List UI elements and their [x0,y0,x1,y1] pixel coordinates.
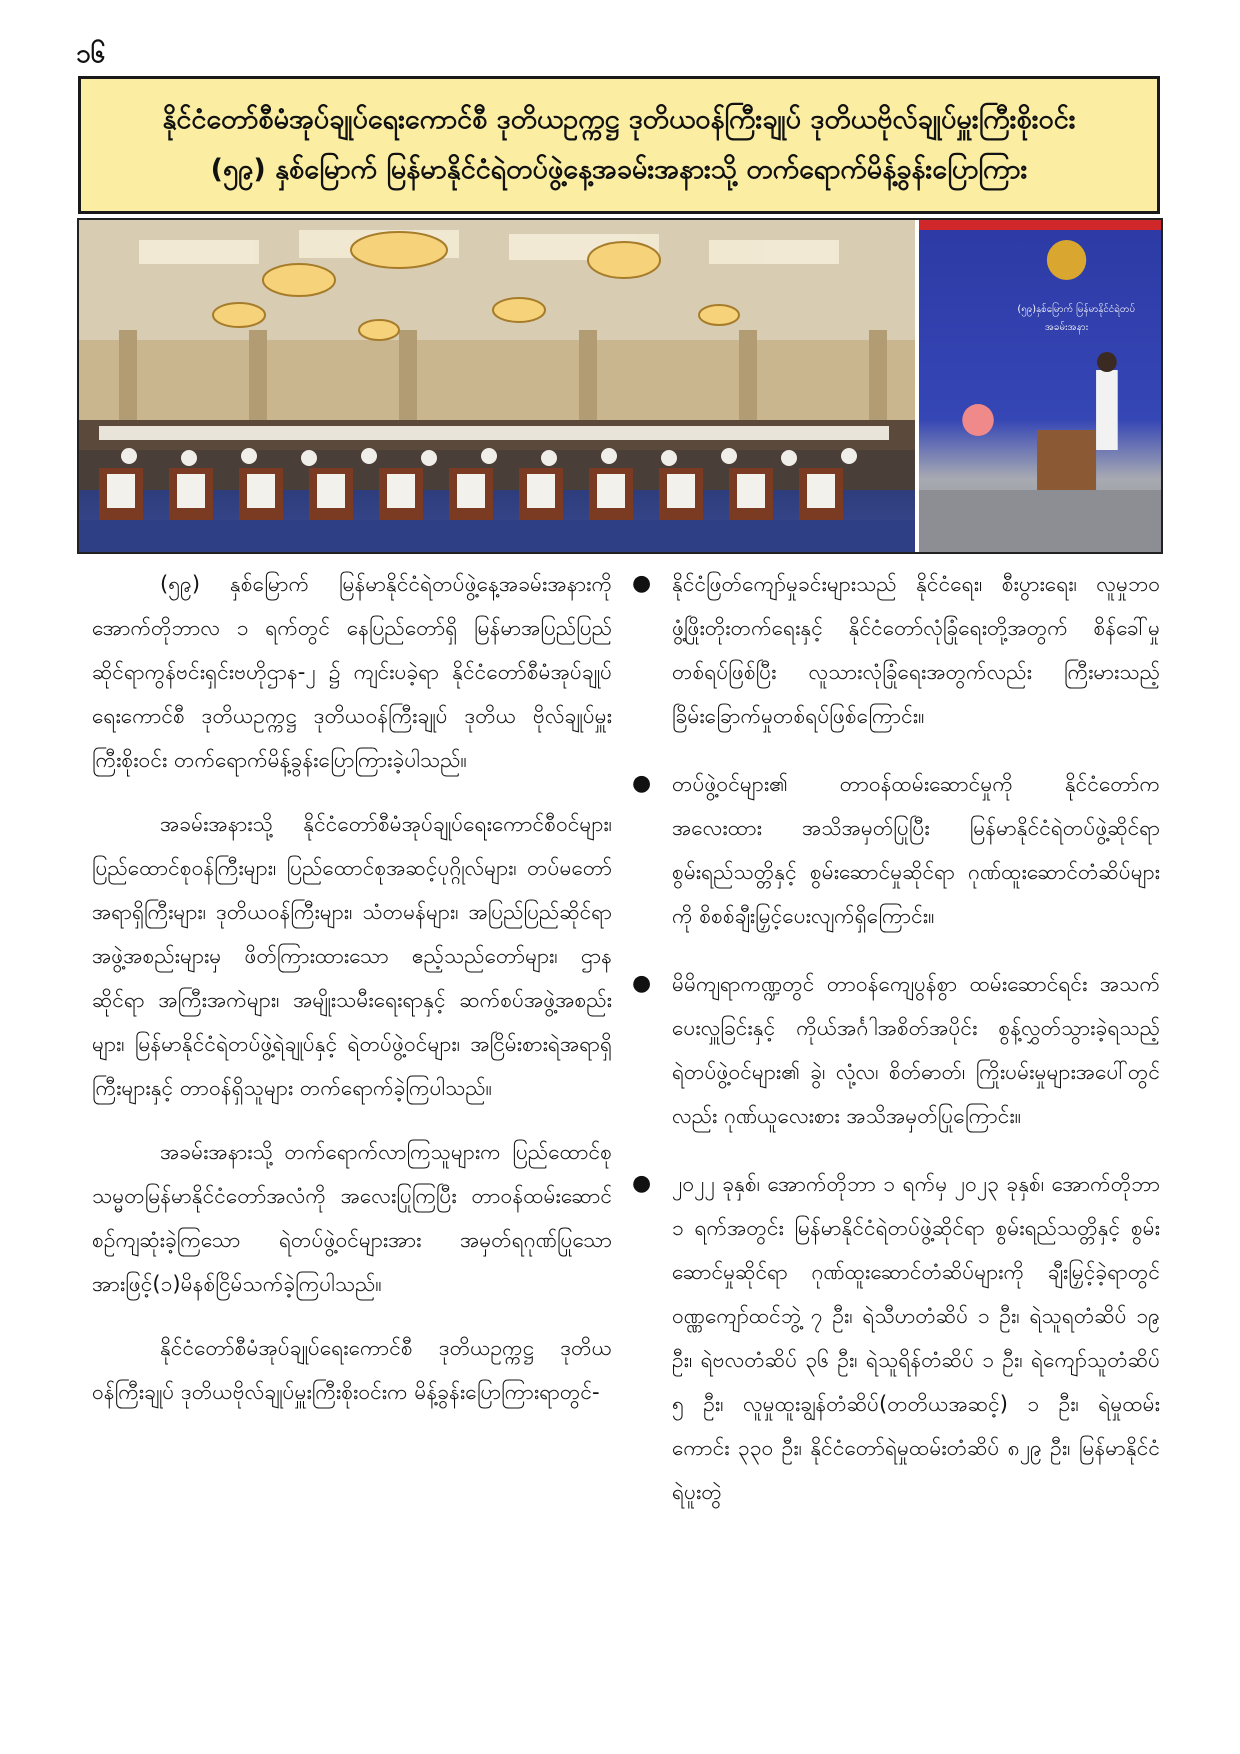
paragraph: (၅၉) နှစ်မြောက် မြန်မာနိုင်ငံရဲတပ်ဖွဲ့နေ့အခမ်းအနားကို အောက်တိုဘာလ ၁ ရက်တွင် နေပြည်တော်ရှိ မြန်မာအပြည်ပြည်ဆိုင်ရာကွန်ဗင်းရှင်းဗဟိုဌာန-၂ ၌ ကျင်းပခဲ့ရာ နိုင်ငံတော်စီမံအုပ်ချုပ်ရေးကောင်စီ ဒုတိယဥက္ကဋ္ဌ ဒုတိယဝန်ကြီးချုပ် ဒုတိယ ဗိုလ်ချုပ်မှူးကြီးစိုးဝင်း တက်ရောက်မိန့်ခွန်းပြောကြားခဲ့ပါသည်။ [92,572,612,772]
bullet-icon: ● [632,571,652,596]
paragraph: အခမ်းအနားသို့ တက်ရောက်လာကြသူများက ပြည်ထောင်စုသမ္မတမြန်မာနိုင်ငံတော်အလံကို အလေးပြုကြပြီး တာဝန်ထမ်းဆောင်စဉ်ကျဆုံးခဲ့ကြသော ရဲတပ်ဖွဲ့ဝင်များအား အမှတ်ရဂုဏ်ပြုသောအားဖြင့်(၁)မိနစ်ငြိမ်သက်ခဲ့ကြပါသည်။ [92,1140,612,1296]
page-number: ၁၆ [76,39,106,69]
bullet-icon: ● [632,771,652,796]
headline-line-2: (၅၉) နှစ်မြောက် မြန်မာနိုင်ငံရဲတပ်ဖွဲ့နေ့အခမ်းအနားသို့ တက်ရောက်မိန့်ခွန်းပြောကြား [210,154,1028,185]
photo-strip [77,218,1163,554]
headline-line-1: နိုင်ငံတော်စီမံအုပ်ချုပ်ရေးကောင်စီ ဒုတိယဥက္ကဋ္ဌ ဒုတိယဝန်ကြီးချုပ် ဒုတိယဗိုလ်ချုပ်မှူးကြီးစိုးဝင်း [162,104,1076,135]
speaker-illustration [919,220,1161,552]
paragraph: အခမ်းအနားသို့ နိုင်ငံတော်စီမံအုပ်ချုပ်ရေးကောင်စီဝင်များ၊ ပြည်ထောင်စုဝန်ကြီးများ၊ ပြည်ထောင်စုအဆင့်ပုဂ္ဂိုလ်များ၊ တပ်မတော်အရာရှိကြီးများ၊ ဒုတိယဝန်ကြီးများ၊ သံတမန်များ၊ အပြည်ပြည်ဆိုင်ရာအဖွဲ့အစည်းများမှ ဖိတ်ကြားထားသော ဧည့်သည်တော်များ၊ ဌာနဆိုင်ရာ အကြီးအကဲများ၊ အမျိုးသမီးရေးရာနှင့် ဆက်စပ်အဖွဲ့အစည်းများ၊ မြန်မာနိုင်ငံရဲတပ်ဖွဲ့ရဲချုပ်နှင့် ရဲတပ်ဖွဲ့ဝင်များ၊ အငြိမ်းစားရဲအရာရှိကြီးများနှင့် တာဝန်ရှိသူများ တက်ရောက်ခဲ့ကြပါသည်။ [92,812,612,1100]
left-column [92,562,612,1434]
bullet-icon: ● [632,971,652,996]
banner-line-1: (၅၉)နှစ်မြောက် မြန်မာနိုင်ငံရဲတပ် [1017,303,1136,316]
right-column [620,562,1160,1538]
bullet-text: ၂၀၂၂ ခုနှစ်၊ အောက်တိုဘာ ၁ ရက်မှ ၂၀၂၃ ခုနှစ်၊ အောက်တိုဘာ ၁ ရက်အတွင်း မြန်မာနိုင်ငံရဲတပ်ဖွဲ့ဆိုင်ရာ စွမ်းရည်သတ္တိနှင့် စွမ်းဆောင်မှုဆိုင်ရာ ဂုဏ်ထူးဆောင်တံဆိပ်များကို ချီးမြှင့်ခဲ့ရာတွင် ဝဏ္ဏကျော်ထင်ဘွဲ့ ၇ ဦး၊ ရဲသီဟတံဆိပ် ၁ ဦး၊ ရဲသူရတံဆိပ် ၁၉ ဦး၊ ရဲဗလတံဆိပ် ၃၆ ဦး၊ ရဲသူရိန်တံဆိပ် ၁ ဦး၊ ရဲကျော်သူတံဆိပ် ၅ ဦး၊ လူမှုထူးချွန်တံဆိပ်(တတိယအဆင့်) ၁ ဦး၊ ရဲမှုထမ်း ကောင်း ၃၃၀ ဦး၊ နိုင်ငံတော်ရဲမှုထမ်းတံဆိပ် ၈၂၉ ဦး၊ မြန်မာနိုင်ငံရဲပူးတွဲ [672,1172,1160,1504]
paragraph: နိုင်ငံတော်စီမံအုပ်ချုပ်ရေးကောင်စီ ဒုတိယဥက္ကဋ္ဌ ဒုတိယဝန်ကြီးချုပ် ဒုတိယဗိုလ်ချုပ်မှူးကြီးစိုးဝင်းက မိန့်ခွန်းပြောကြားရာတွင်- [92,1336,612,1404]
headline-box [78,76,1160,214]
bullet-item [620,762,1160,938]
bullet-text: နိုင်ငံဖြတ်ကျော်မှုခင်းများသည် နိုင်ငံရေး၊ စီးပွားရေး၊ လူမှုဘဝ ဖွံ့ဖြိုးတိုးတက်ရေးနှင့် နိုင်ငံတော်လုံခြုံရေးတို့အတွက် စိန်ခေါ်မှုတစ်ရပ်ဖြစ်ပြီး လူသားလုံခြုံရေးအတွက်လည်း ကြီးမားသည့်ခြိမ်းခြောက်မှုတစ်ရပ်ဖြစ်ကြောင်း။ [672,572,1160,728]
police-emblem-icon [1047,240,1086,280]
bullet-icon: ● [632,1171,652,1196]
bullet-text: မိမိကျရာကဏ္ဍတွင် တာဝန်ကျေပွန်စွာ ထမ်းဆောင်ရင်း အသက်ပေးလှူခြင်းနှင့် ကိုယ်အင်္ဂါအစိတ်အပိုင်း စွန့်လွှတ်သွားခဲ့ရသည့် ရဲတပ်ဖွဲ့ဝင်များ၏ ခွဲ၊ လုံ့လ၊ စိတ်ဓာတ်၊ ကြိုးပမ်းမှုများအပေါ်တွင်လည်း ဂုဏ်ယူလေးစား အသိအမှတ်ပြုကြောင်း။ [672,972,1160,1128]
bullet-text: တပ်ဖွဲ့ဝင်များ၏ တာဝန်ထမ်းဆောင်မှုကို နိုင်ငံတော်က အလေးထား အသိအမှတ်ပြုပြီး မြန်မာနိုင်ငံရဲတပ်ဖွဲ့ဆိုင်ရာ စွမ်းရည်သတ္တိနှင့် စွမ်းဆောင်မှုဆိုင်ရာ ဂုဏ်ထူးဆောင်တံဆိပ်များကို စိစစ်ချီးမြှင့်ပေးလျက်ရှိကြောင်း။ [672,772,1160,928]
speaker-podium-photo [915,220,1161,552]
audience-hall-photo [79,220,915,552]
hall-illustration [79,220,915,552]
bullet-item [620,962,1160,1138]
bullet-item [620,1162,1160,1514]
bullet-item [620,562,1160,738]
banner-line-2: အခမ်းအနား [1044,321,1089,334]
